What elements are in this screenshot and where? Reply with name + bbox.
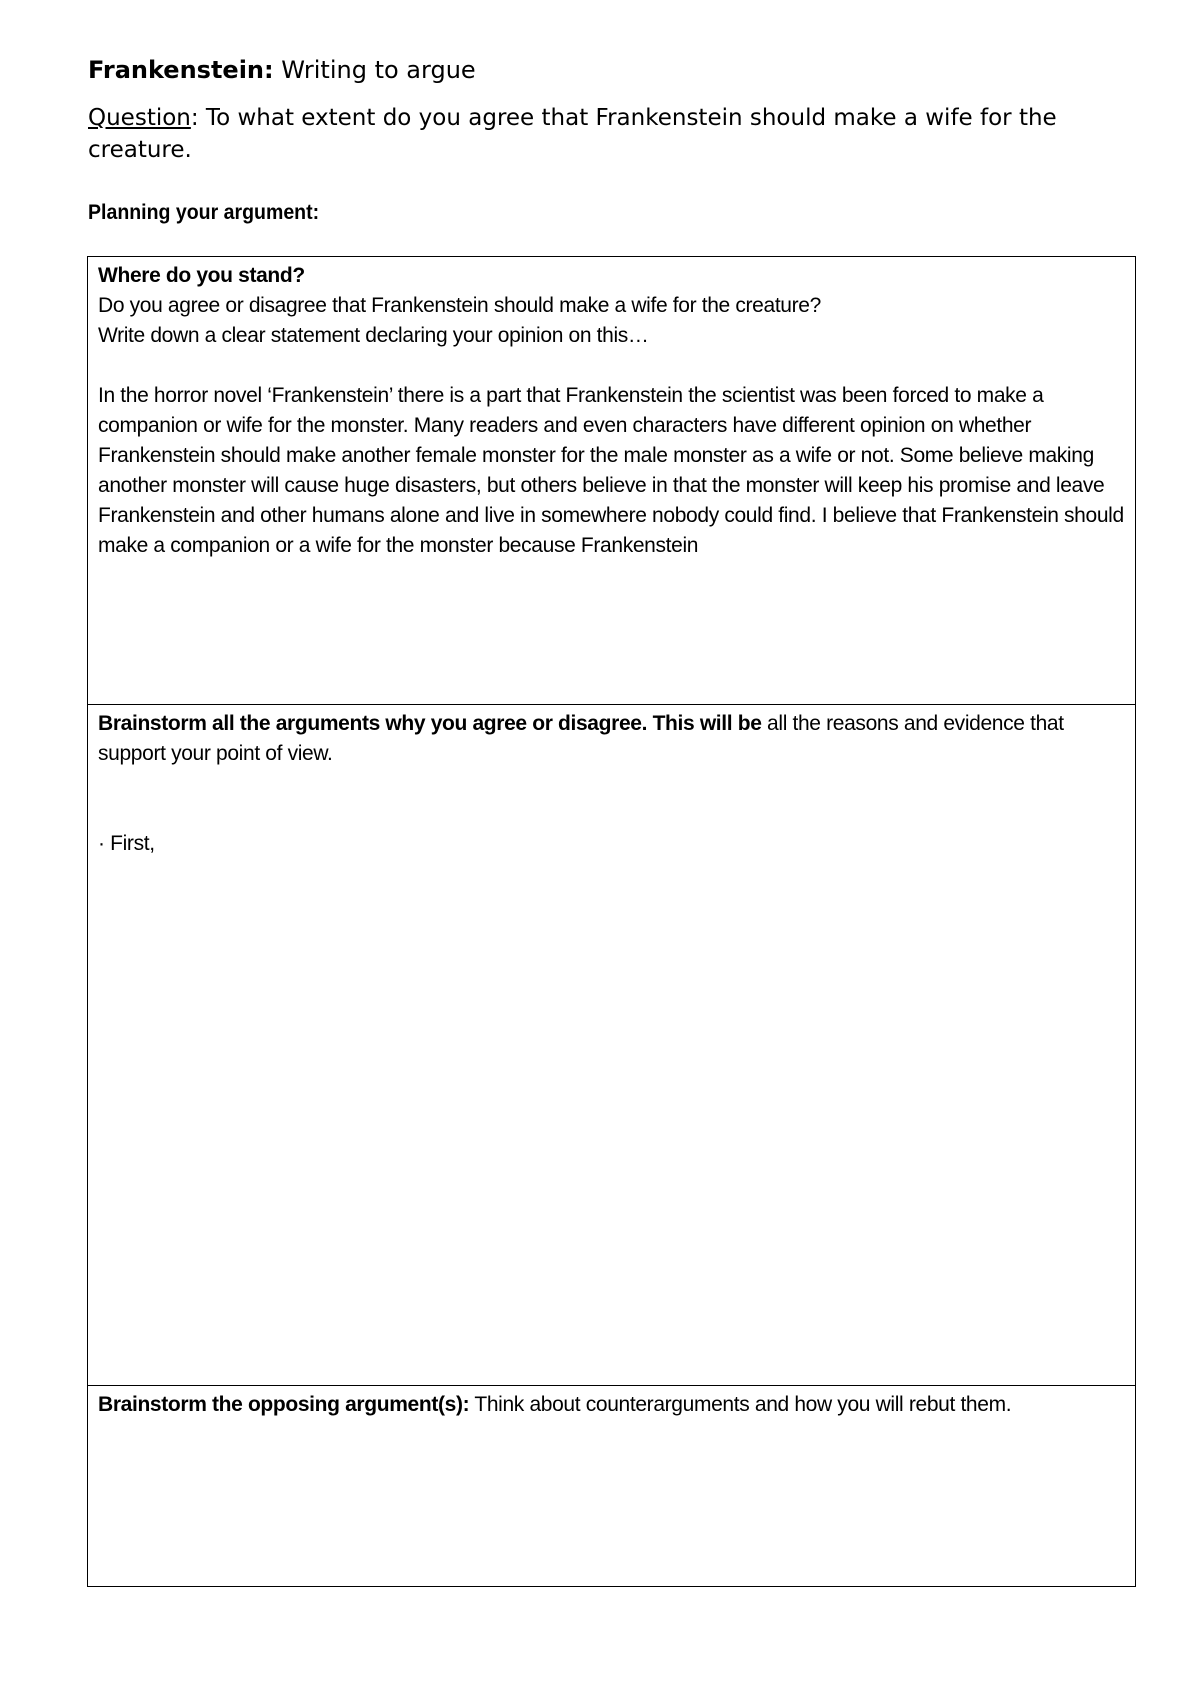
brainstorm-heading-rest: all the reasons and evidence that support your point of view. [98,712,1064,765]
title-subtitle: Writing to argue [273,56,476,84]
planning-heading: Planning your argument: [88,201,320,224]
spacer [98,351,1125,381]
stand-cell[interactable] [88,257,1135,704]
opposing-heading-rest: Think about counterarguments and how you will rebut them. [469,1393,1012,1416]
question-label: Question [88,105,191,131]
spacer [98,769,1125,829]
title-bold: Frankenstein: [88,56,274,84]
brainstorm-heading [98,709,1125,769]
opposing-heading [98,1390,1125,1420]
brainstorm-heading-bold: Brainstorm all the arguments why you agree or disagree. This will be [98,712,762,735]
planning-table [87,256,1136,1587]
stand-heading: Where do you stand? [98,264,305,287]
worksheet-title [88,54,476,86]
stand-answer: In the horror novel ‘Frankenstein’ there is a part that Frankenstein the scientist was been forced to make a companion or wife for the monster. Many readers and even characters have different opinion on whether Frankenstein should make another female monster for the male monster as a wife or not. Some believe making another monster will cause huge disasters, but others believe in that the monster will keep his promise and leave Frankenstein and other humans alone and live in somewhere nobody could find. I believe that Frankenstein should make a companion or a wife for the monster because Frankenstein [98,384,1124,557]
question-text: : To what extent do you agree that Frankenstein should make a wife for the creature. [88,105,1057,163]
question [88,102,1088,166]
stand-prompt-line1: Do you agree or disagree that Frankenstein should make a wife for the creature? [98,294,821,317]
brainstorm-cell[interactable] [88,704,1135,1385]
stand-prompt-line2: Write down a clear statement declaring your opinion on this… [98,324,649,347]
opposing-heading-bold: Brainstorm the opposing argument(s): [98,1393,470,1416]
bullet-first: · First, [98,832,155,855]
opposing-cell[interactable] [88,1385,1135,1586]
